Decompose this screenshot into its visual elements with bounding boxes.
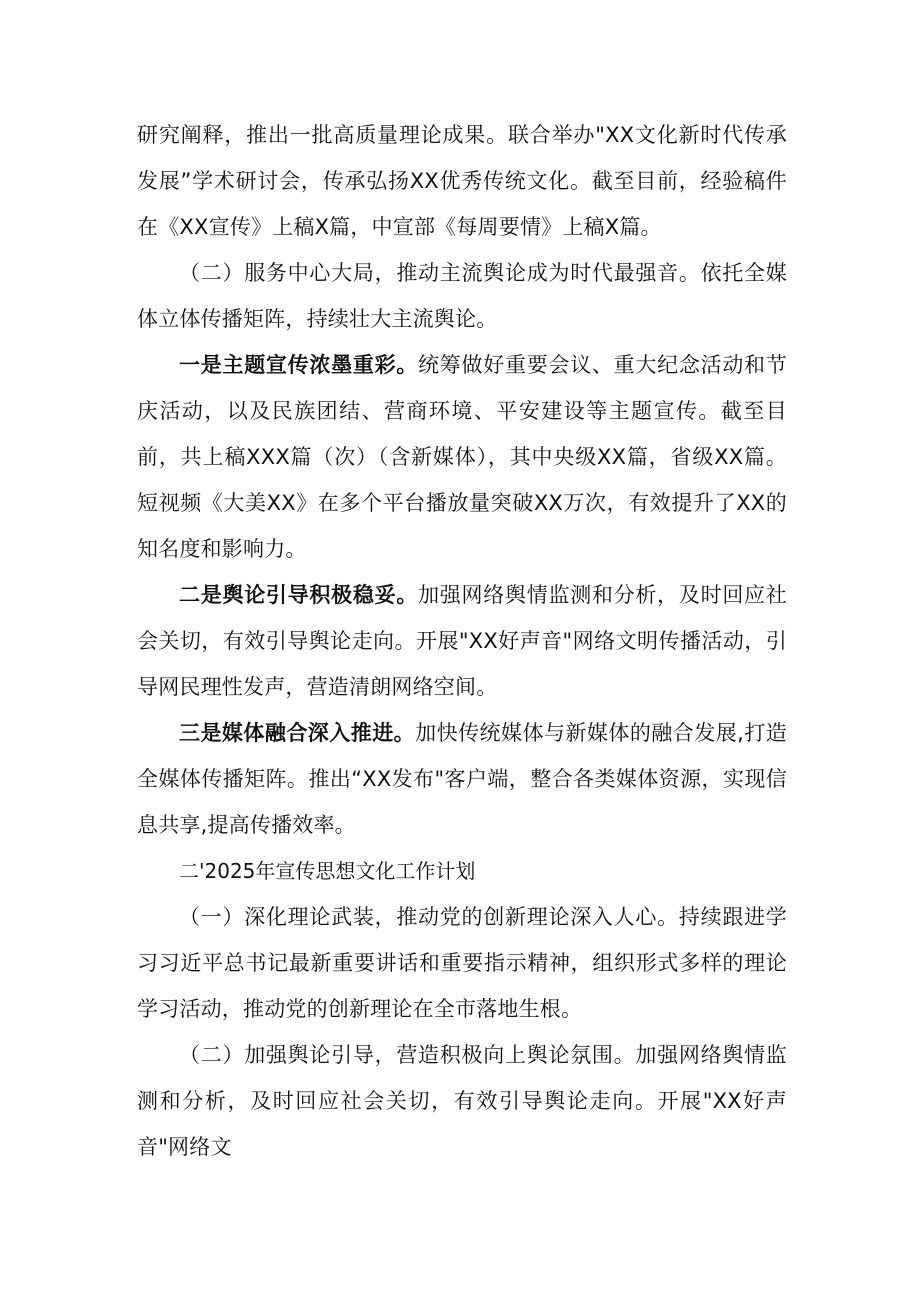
paragraph-research-outcomes: 研究阐释，推出一批高质量理论成果。联合举办"XX文化新时代传承发展”学术研讨会，传承弘扬XX优秀传统文化。截至目前，经验稿件在《XX宣传》上稿X篇，中宣部《每周要情》上稿X篇。 [137,123,787,239]
document-body [137,112,787,1170]
paragraph-theme-publicity [137,342,787,572]
paragraph-lead-theme-publicity: 一是主题宣传浓墨重彩。 [179,353,419,377]
paragraph-body-opinion-guidance: 加强网络舆情监测和分析，及时回应社会关切，有效引导舆论走向。开展"XX好声音"网络文明传播活动，引导网民理性发声，营造清朗网络空间。 [137,583,787,699]
paragraph-media-fusion [137,710,787,848]
paragraph-body-theme-publicity: 统筹做好重要会议、重大纪念活动和节庆活动，以及民族团结、营商环境、平安建设等主题宣传。截至目前，共上稿XXX篇（次）（含新媒体），其中央级XX篇，省级XX篇。短视频《大美XX》在多个平台播放量突破XX万次，有效提升了XX的知名度和影响力。 [137,353,787,561]
paragraph-strengthen-guidance: （二）加强舆论引导，营造积极向上舆论氛围。加强网络舆情监测和分析，及时回应社会关切，有效引导舆论走向。开展"XX好声音"网络文 [137,1043,787,1159]
paragraph-opinion-guidance [137,572,787,710]
paragraph-lead-media-fusion: 三是媒体融合深入推进。 [179,721,416,745]
paragraph-body-media-fusion: 加快传统媒体与新媒体的融合发展,打造全媒体传播矩阵。推出“XX发布"客户端，整合各类媒体资源，实现信息共享,提高传播效率。 [137,721,787,837]
paragraph-lead-opinion-guidance: 二是舆论引导积极稳妥。 [179,583,419,607]
paragraph-theory-armament: （一）深化理论武装，推动党的创新理论深入人心。持续跟进学习习近平总书记最新重要讲话和重要指示精神，组织形式多样的理论学习活动，推动党的创新理论在全市落地生根。 [137,905,787,1021]
paragraph-serve-center: （二）服务中心大局，推动主流舆论成为时代最强音。依托全媒体立体传播矩阵，持续壮大主流舆论。 [137,261,787,331]
section-heading-2025-plan: 二'2025年宣传思想文化工作计划 [179,859,476,883]
